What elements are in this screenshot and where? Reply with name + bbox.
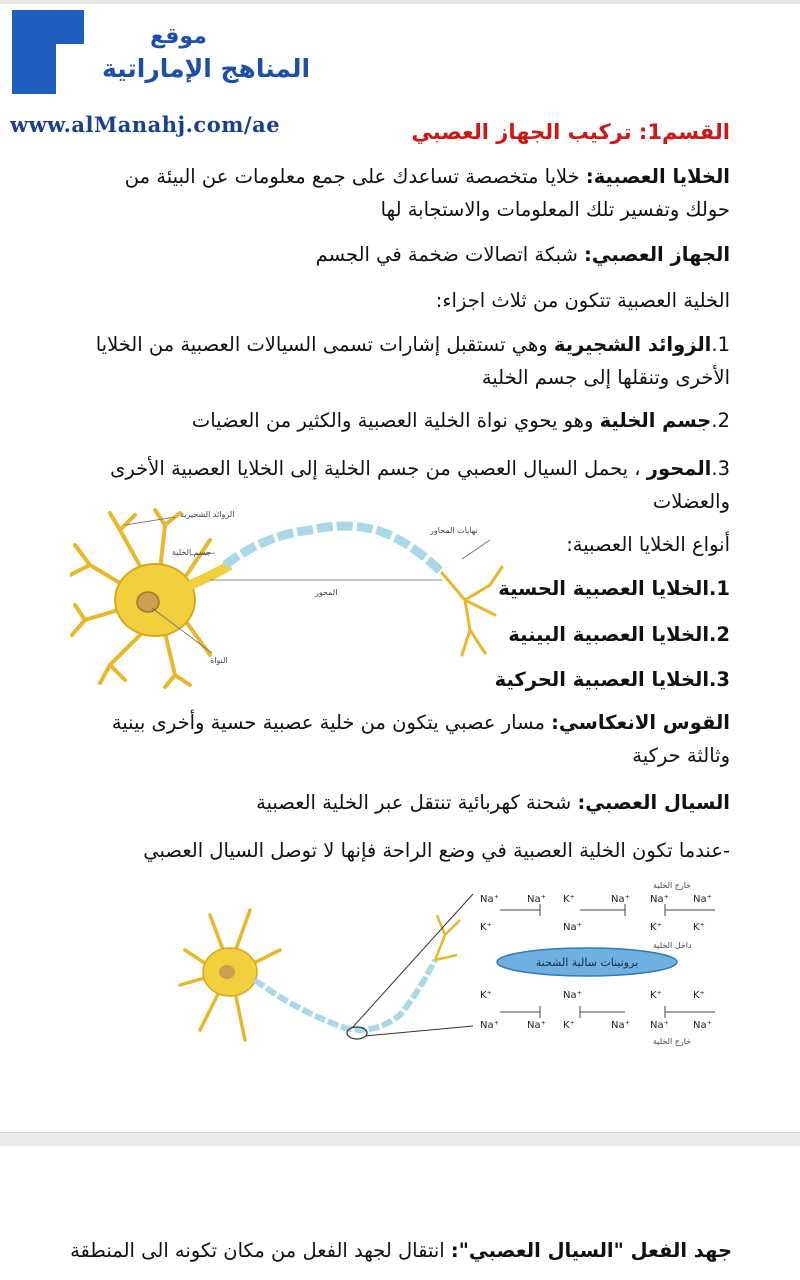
part-number: 3. bbox=[711, 457, 730, 480]
ion-na: Na⁺ bbox=[527, 894, 546, 905]
label-axon-terminals: نهايات المحاور bbox=[430, 526, 478, 535]
ion-na: Na⁺ bbox=[650, 1020, 669, 1031]
label-nucleus: النواة bbox=[210, 656, 228, 665]
definition-text: خلايا متخصصة تساعدك على جمع معلومات عن البيئة من حولك وتفسير تلك المعلومات والاستجابة لها bbox=[124, 165, 730, 221]
logo-title-line1: موقع bbox=[150, 24, 207, 49]
definition-text: شحنة كهربائية تنتقل عبر الخلية العصبية bbox=[256, 791, 578, 814]
label-proteins: بروتينات سالبة الشحنة bbox=[535, 956, 639, 969]
definition-neurons bbox=[100, 160, 730, 226]
label-dendrites: الزوائد الشجيرية bbox=[180, 510, 235, 519]
type-item-1: 1.الخلايا العصبية الحسية bbox=[498, 577, 730, 600]
ion-k: K⁺ bbox=[480, 990, 492, 1001]
definition-reflex-arc bbox=[100, 706, 730, 772]
zoom-line-bottom bbox=[365, 1026, 473, 1036]
leader-terminals bbox=[462, 540, 490, 559]
nucleus-small bbox=[219, 965, 235, 979]
ion-na: Na⁺ bbox=[650, 894, 669, 905]
part-item-1 bbox=[82, 328, 730, 394]
ion-na: Na⁺ bbox=[611, 894, 630, 905]
logo-notch bbox=[56, 44, 84, 72]
ion-na: Na⁺ bbox=[527, 1020, 546, 1031]
label-outside-top: خارج الخلية bbox=[653, 881, 692, 890]
neuron-diagram bbox=[70, 505, 510, 690]
ion-na: Na⁺ bbox=[693, 894, 712, 905]
ion-na: Na⁺ bbox=[480, 1020, 499, 1031]
term: القوس الانعكاسي: bbox=[551, 711, 730, 734]
types-intro: أنواع الخلايا العصبية: bbox=[566, 533, 730, 556]
logo-title-line2: المناهج الإماراتية bbox=[102, 54, 311, 83]
lower-ions bbox=[480, 990, 712, 1031]
term: الجهاز العصبي: bbox=[584, 243, 730, 266]
part-term: المحور bbox=[646, 457, 712, 480]
ion-na: Na⁺ bbox=[563, 990, 582, 1001]
parts-intro: الخلية العصبية تتكون من ثلاث اجزاء: bbox=[435, 289, 730, 312]
label-axon: المحور bbox=[315, 588, 338, 597]
part-number: 1. bbox=[711, 333, 730, 356]
page-separator bbox=[0, 1132, 800, 1147]
ion-k: K⁺ bbox=[693, 922, 705, 933]
myelin-sheath bbox=[225, 526, 442, 573]
axon-terminals-drawing bbox=[442, 567, 502, 655]
term: السيال العصبي: bbox=[577, 791, 730, 814]
part-text: ، يحمل السيال العصبي من جسم الخلية إلى الخلايا العصبية الأخرى والعضلات bbox=[110, 457, 730, 513]
lower-membrane bbox=[500, 1006, 715, 1018]
label-outside-bottom: خارج الخلية bbox=[653, 1037, 692, 1046]
ion-na: Na⁺ bbox=[480, 894, 499, 905]
definition-nervous-system bbox=[316, 238, 730, 271]
part-text: وهو يحوي نواة الخلية العصبية والكثير من العضيات bbox=[191, 409, 600, 432]
term: جهد الفعل "السيال العصبي": bbox=[450, 1239, 732, 1262]
site-url[interactable]: www.alManahj.com/ae bbox=[10, 112, 281, 137]
section-title: القسم1: تركيب الجهاز العصبي bbox=[411, 120, 730, 144]
axon-hillock bbox=[190, 565, 230, 585]
logo-square-top bbox=[12, 10, 84, 44]
type-item-3: 3.الخلايا العصبية الحركية bbox=[494, 668, 730, 691]
ion-k: K⁺ bbox=[650, 990, 662, 1001]
logo-square-bottom bbox=[12, 44, 56, 94]
page-edge bbox=[0, 0, 800, 4]
label-inside: داخل الخلية bbox=[653, 941, 692, 950]
ion-k: K⁺ bbox=[480, 922, 492, 933]
type-item-2: 2.الخلايا العصبية البينية bbox=[508, 623, 730, 646]
resting-note: -عندما تكون الخلية العصبية في وضع الراحة فإنها لا توصل السيال العصبي bbox=[143, 839, 730, 862]
ion-na: Na⁺ bbox=[693, 1020, 712, 1031]
term: الخلايا العصبية: bbox=[585, 165, 730, 188]
definition-text: مسار عصبي يتكون من خلية عصبية حسية وأخرى بينية وثالثة حركية bbox=[111, 711, 730, 767]
upper-membrane bbox=[500, 904, 715, 916]
next-page bbox=[0, 1146, 800, 1280]
part-text: وهي تستقبل إشارات تسمى السيالات العصبية من الخلايا الأخرى وتنقلها إلى جسم الخلية bbox=[95, 333, 730, 389]
nucleus-shape bbox=[137, 592, 159, 612]
part-item-2 bbox=[192, 404, 730, 437]
ion-k: K⁺ bbox=[563, 1020, 575, 1031]
ion-k: K⁺ bbox=[563, 894, 575, 905]
part-number: 2. bbox=[711, 409, 730, 432]
ion-k: K⁺ bbox=[693, 990, 705, 1001]
part-term: الزوائد الشجيرية bbox=[553, 333, 712, 356]
resting-membrane-diagram bbox=[175, 880, 735, 1055]
definition-text: انتقال لجهد الفعل من مكان تكونه الى المنطقة bbox=[70, 1239, 451, 1262]
label-cell-body: جسم الخلية bbox=[172, 548, 212, 557]
definition-action-potential bbox=[70, 1234, 732, 1267]
ion-k: K⁺ bbox=[650, 922, 662, 933]
ion-na: Na⁺ bbox=[563, 922, 582, 933]
zoom-line-top bbox=[352, 894, 473, 1028]
part-term: جسم الخلية bbox=[599, 409, 712, 432]
myelin-small bbox=[255, 960, 435, 1030]
ion-na: Na⁺ bbox=[611, 1020, 630, 1031]
upper-ions bbox=[480, 894, 712, 933]
definition-text: شبكة اتصالات ضخمة في الجسم bbox=[315, 243, 585, 266]
definition-nerve-impulse bbox=[256, 786, 730, 819]
